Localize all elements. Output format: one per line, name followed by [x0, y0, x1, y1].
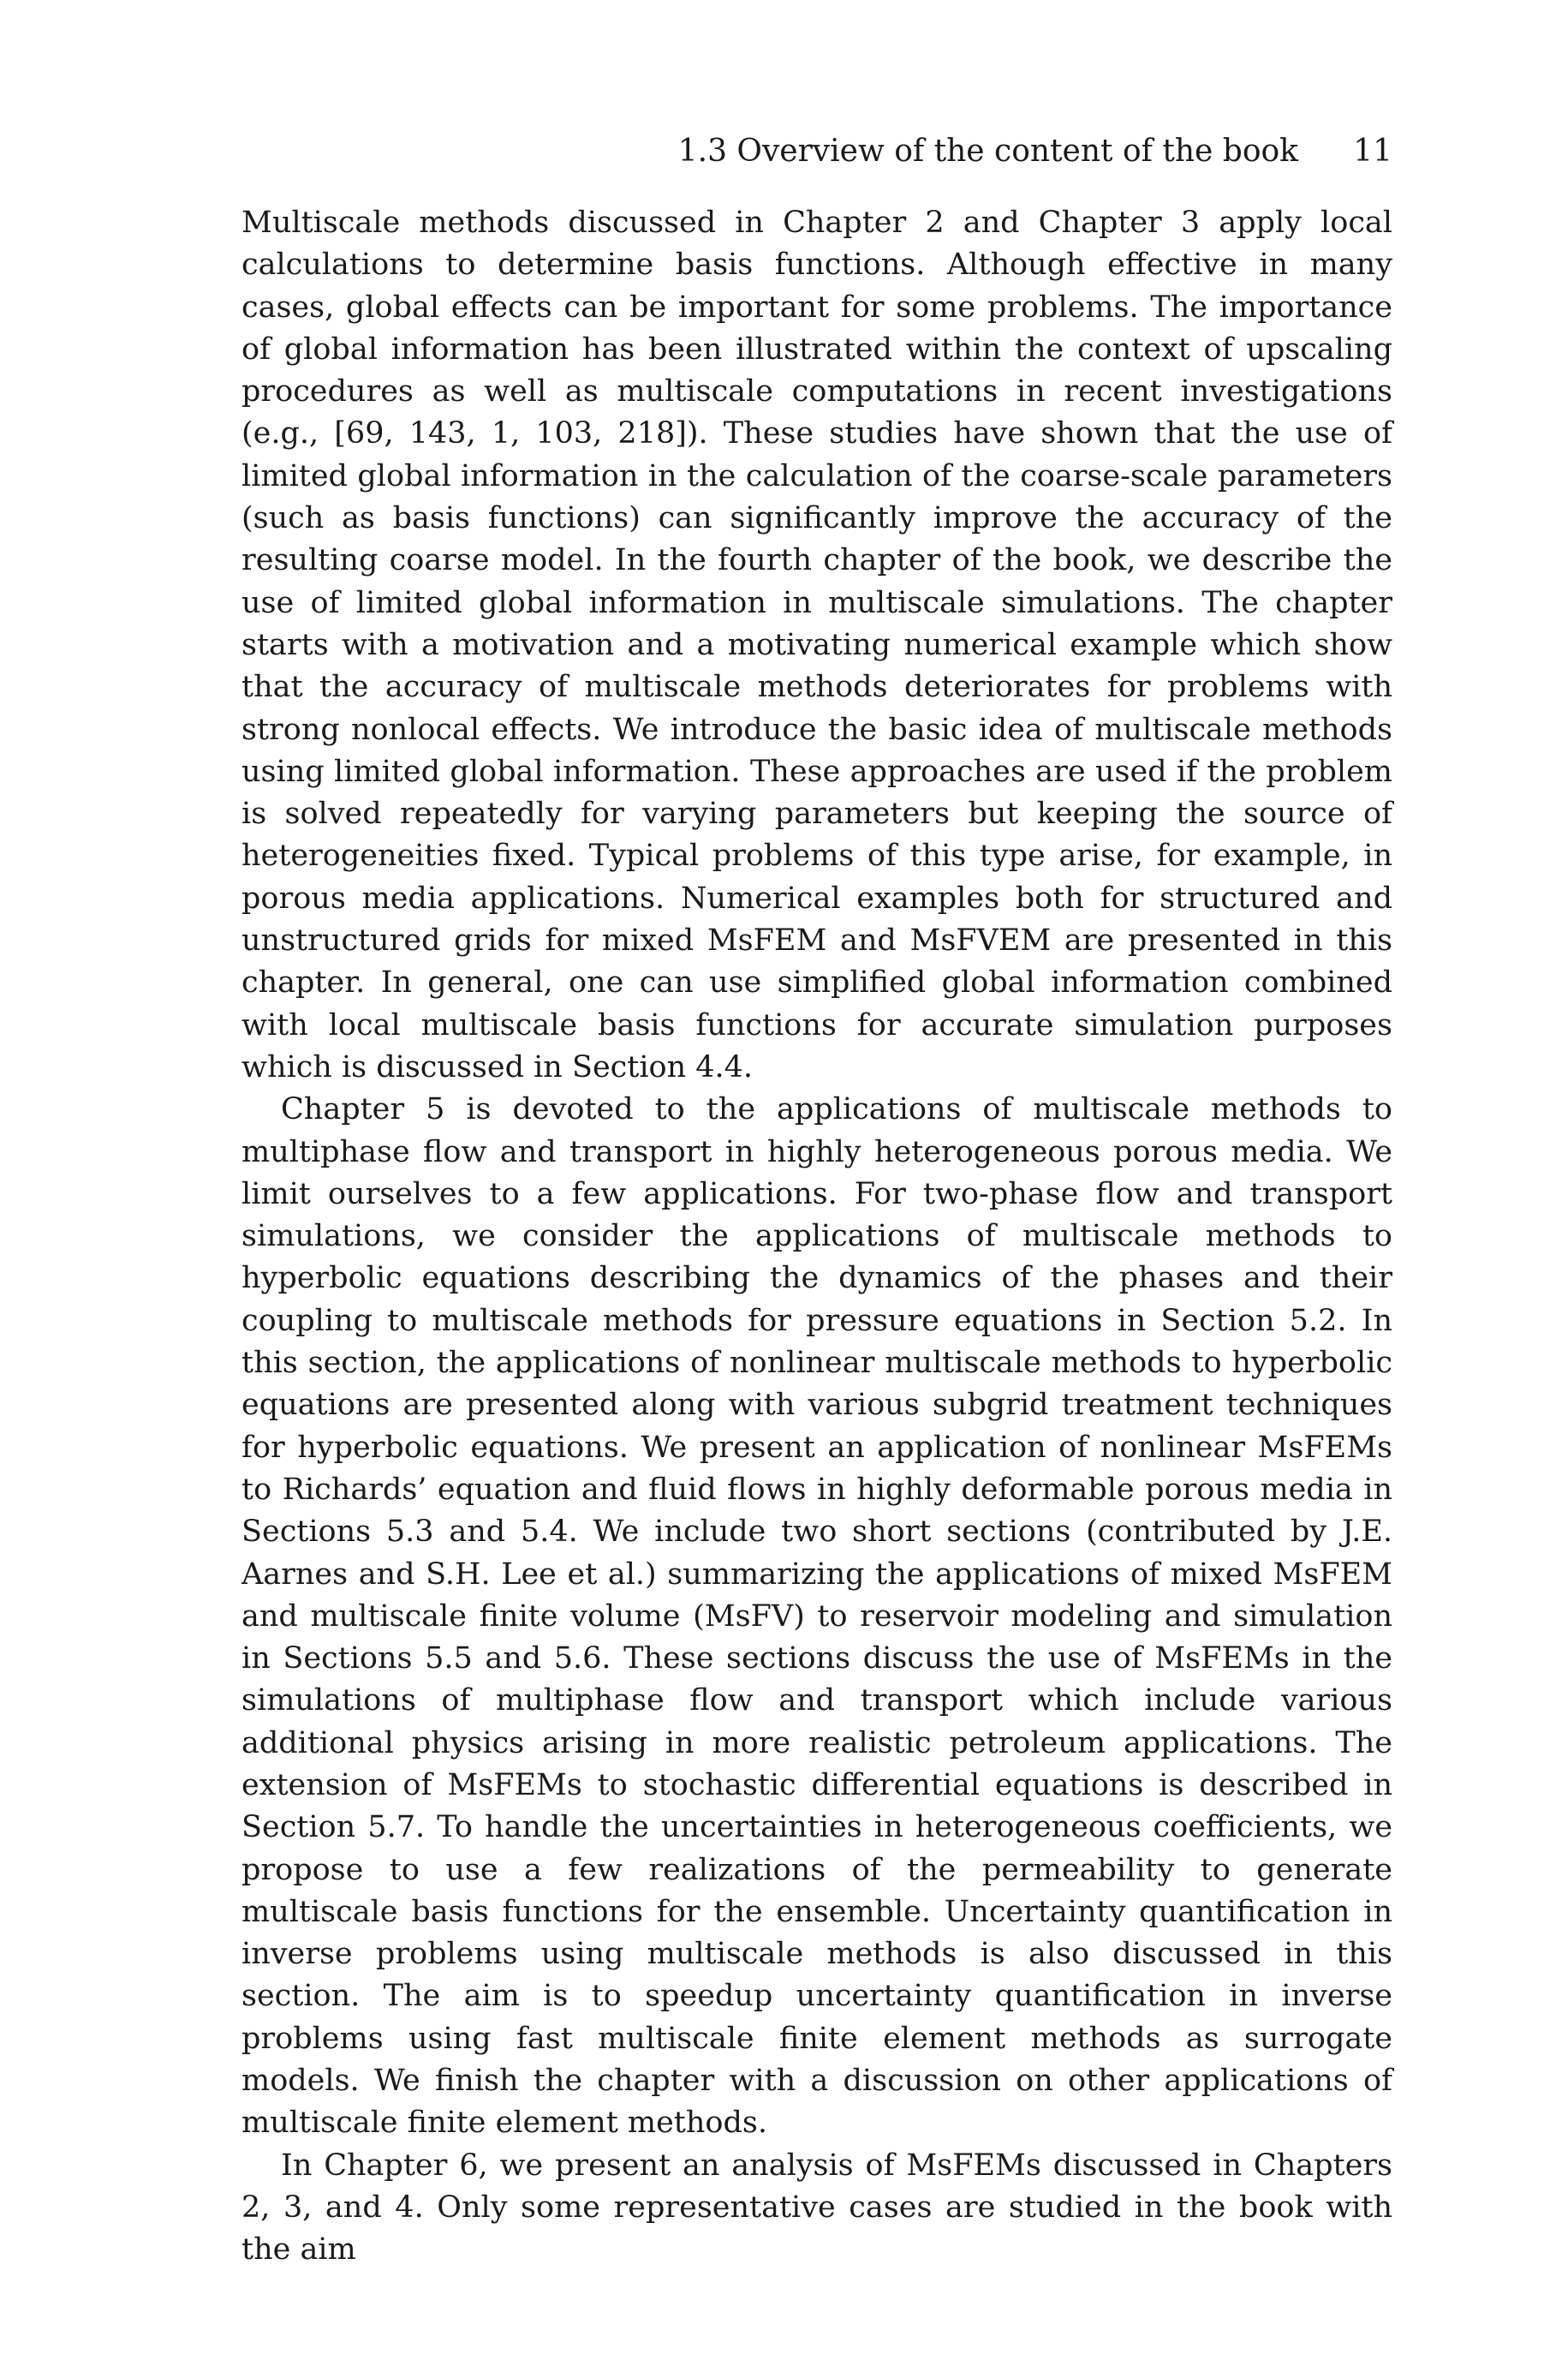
paragraph-global-information: Multiscale methods discussed in Chapter 2 and Chapter 3 apply local calculations to determine basis functions. Although effective in many cases, global effects can be important for some problems. The importance of global information has been illustrated within the context of upscaling procedures as well as multiscale computations in recent investigations (e.g., [69, 143, 1, 103, 218]). These studies have shown that the use of limited global information in the calculation of the coarse-scale parameters (such as basis functions) can significantly improve the accuracy of the resulting coarse model. In the fourth chapter of the book, we describe the use of limited global information in multiscale simulations. The chapter starts with a motivation and a motivating numerical example which show that the accuracy of multiscale methods deteriorates for problems with strong nonlocal effects. We introduce the basic idea of multiscale methods using limited global information. These approaches are used if the problem is solved repeatedly for varying parameters but keeping the source of heterogeneities fixed. Typical problems of this type arise, for example, in porous media applications. Numerical examples both for structured and unstructured grids for mixed MsFEM and MsFVEM are presented in this chapter. In general, one can use simplified global information combined with local multiscale basis functions for accurate simulation purposes which is discussed in Section 4.4.	[241, 206, 1392, 1084]
page-number: 11	[1353, 134, 1392, 169]
running-head	[241, 130, 1392, 173]
body-text	[241, 202, 1392, 2272]
paragraph-chapter-5: Chapter 5 is devoted to the applications of multiscale methods to multiphase flow and transport in highly heterogeneous porous media. We limit ourselves to a few applications. For two-phase flow and transport simulations, we consider the applications of multiscale methods to hyperbolic equations describing the dynamics of the phases and their coupling to multiscale methods for pressure equations in Section 5.2. In this section, the applications of nonlinear multiscale methods to hyperbolic equations are presented along with various subgrid treatment techniques for hyperbolic equations. We present an application of nonlinear MsFEMs to Richards’ equation and fluid flows in highly deformable porous media in Sections 5.3 and 5.4. We include two short sections (contributed by J.E. Aarnes and S.H. Lee et al.) summarizing the applications of mixed MsFEM and multiscale finite volume (MsFV) to reservoir modeling and simulation in Sections 5.5 and 5.6. These sections discuss the use of MsFEMs in the simulations of multiphase flow and transport which include various additional physics arising in more realistic petroleum applications. The extension of MsFEMs to stochastic differential equations is described in Section 5.7. To handle the uncertainties in heterogeneous coefficients, we propose to use a few realizations of the permeability to generate multiscale basis functions for the ensemble. Uncertainty quantification in inverse problems using multiscale methods is also discussed in this section. The aim is to speedup uncertainty quantification in inverse problems using fast multiscale finite element methods as surrogate models. We finish the chapter with a discussion on other applications of multiscale finite element methods.	[241, 1092, 1392, 2141]
running-title: 1.3 Overview of the content of the book	[677, 134, 1298, 169]
paragraph-chapter-6: In Chapter 6, we present an analysis of MsFEMs discussed in Chapters 2, 3, and 4. Only some representative cases are studied in the book with the aim	[241, 2148, 1392, 2267]
